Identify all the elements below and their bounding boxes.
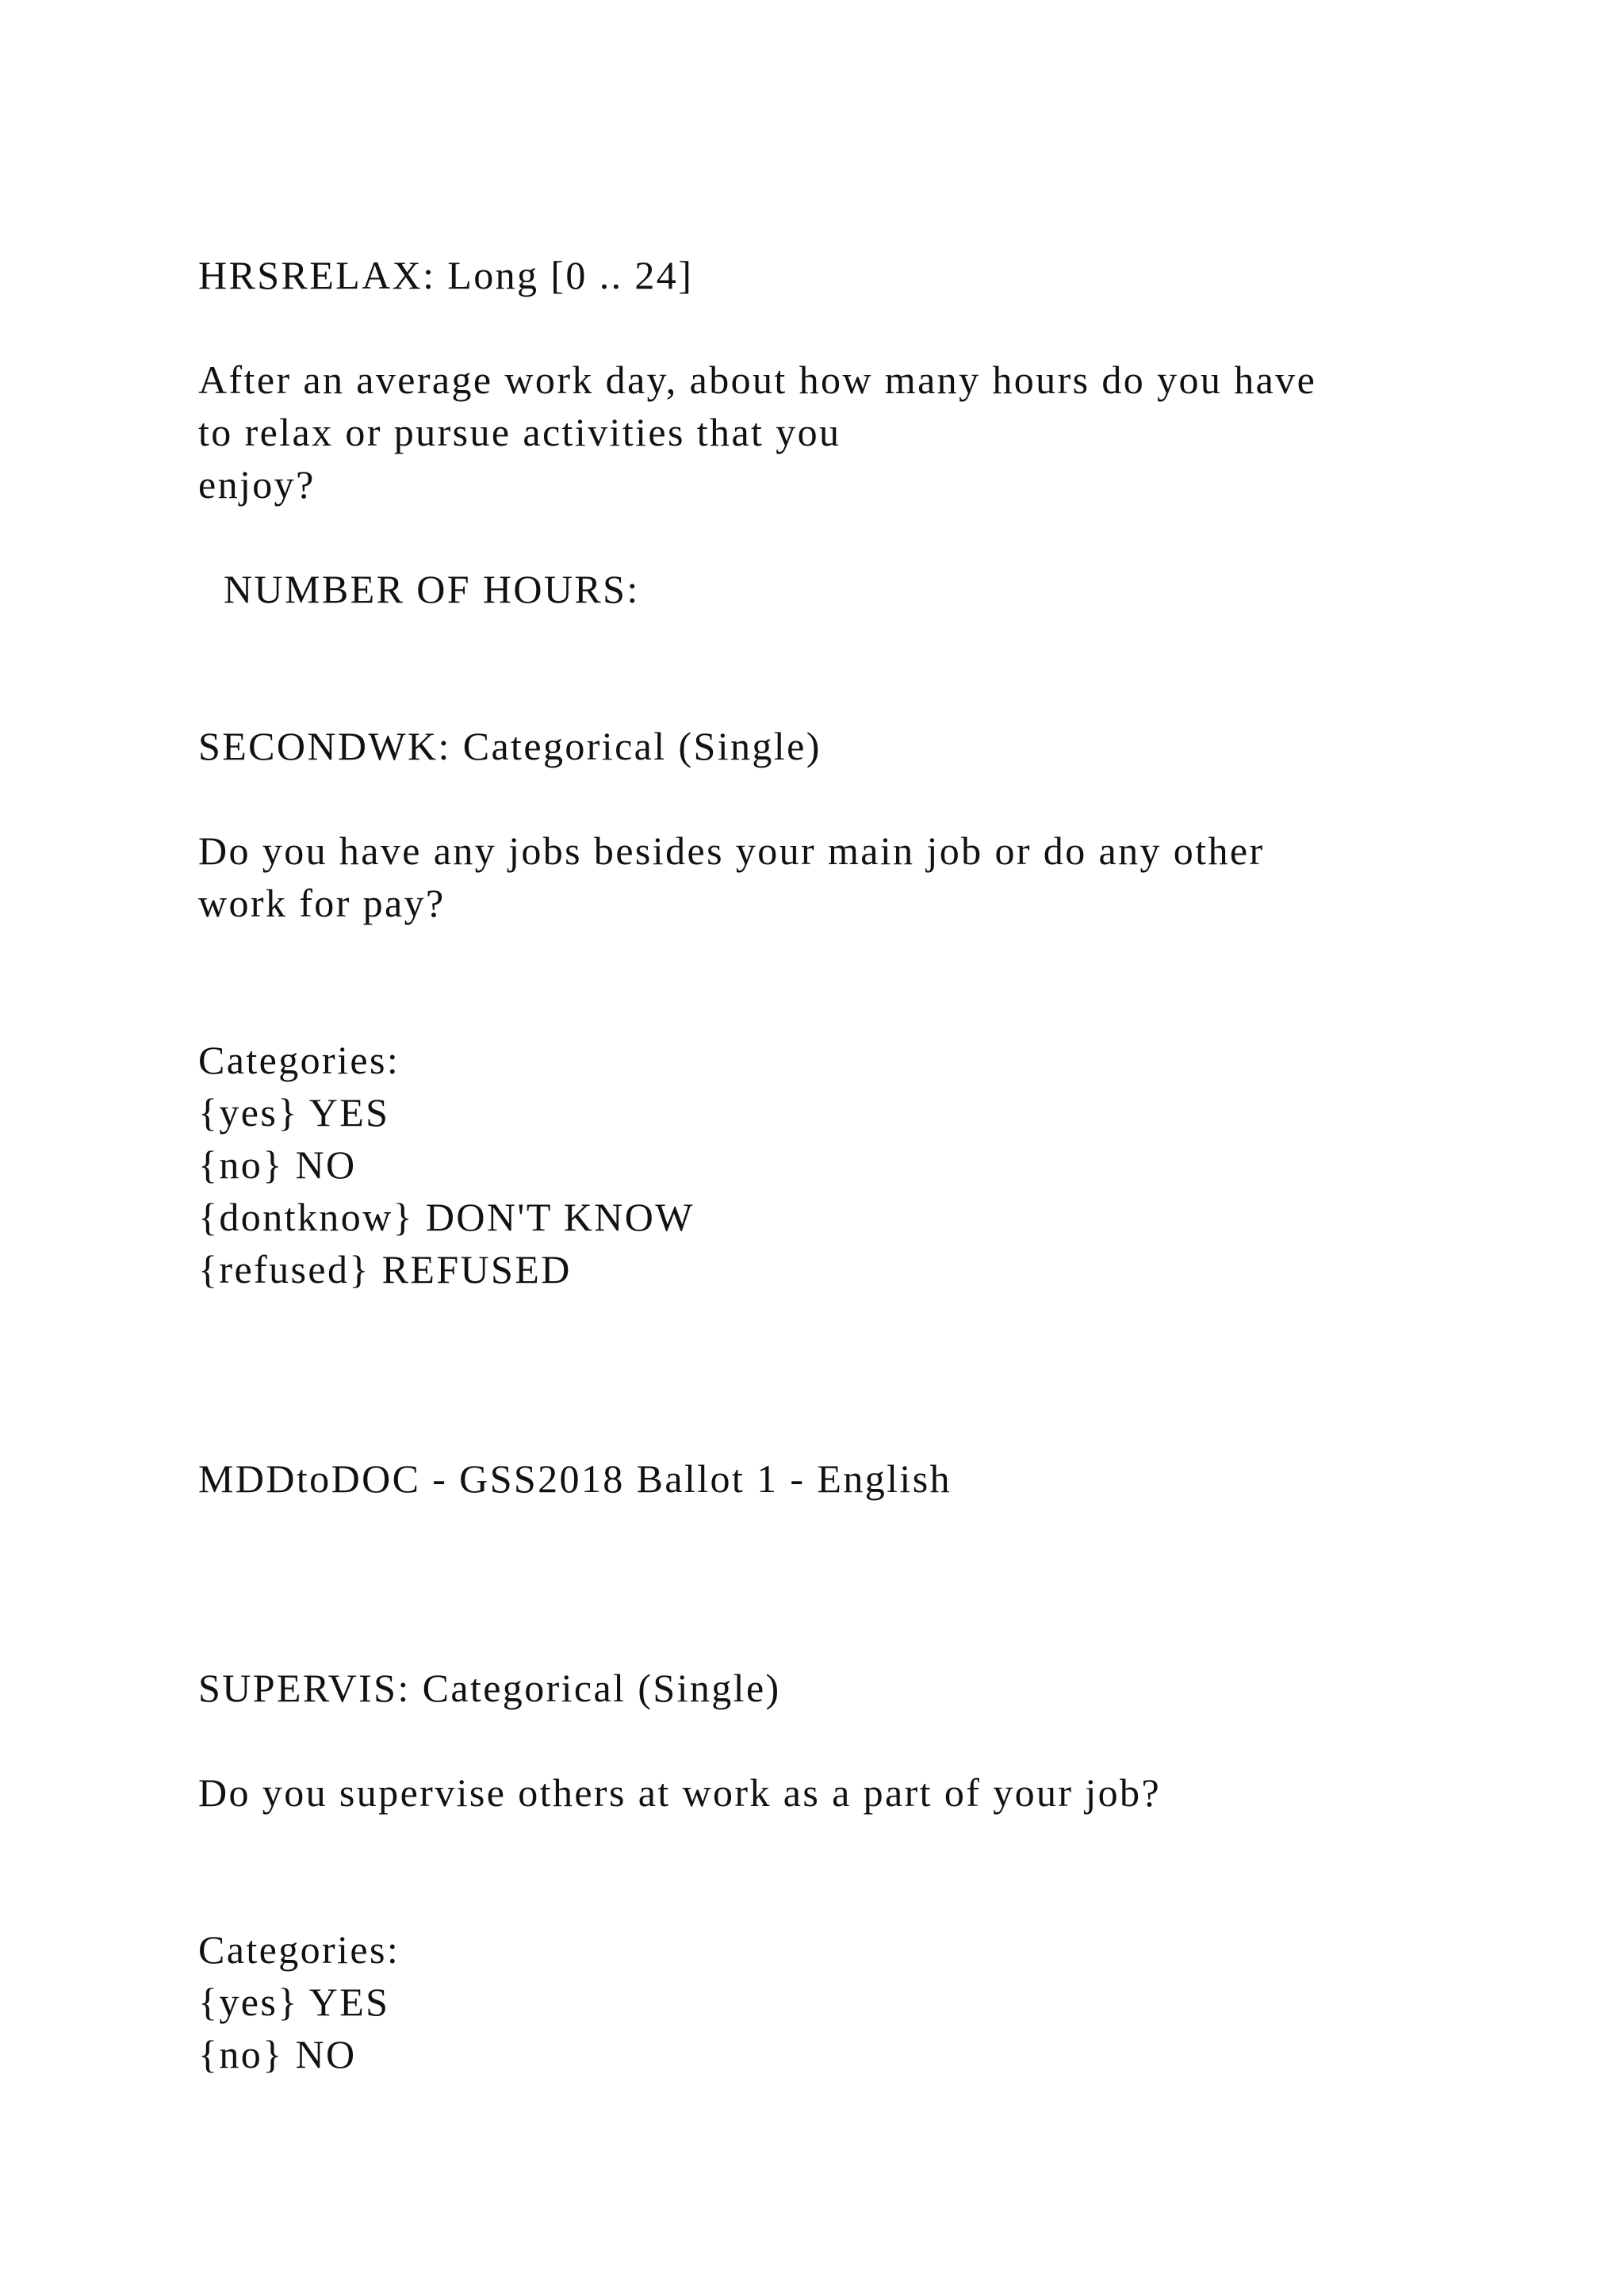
supervis-category-item: {yes} YES bbox=[198, 1980, 390, 2024]
secondwk-category-item: {refused} REFUSED bbox=[198, 1247, 572, 1292]
hrsrelax-header: HRSRELAX: Long [0 .. 24] bbox=[198, 253, 694, 297]
hrsrelax-question-line: enjoy? bbox=[198, 462, 316, 507]
secondwk-question-line: work for pay? bbox=[198, 881, 446, 925]
hrsrelax-question-line: After an average work day, about how many hours do you have bbox=[198, 358, 1317, 402]
supervis-question-line: Do you supervise others at work as a part of your job? bbox=[198, 1770, 1162, 1815]
secondwk-question-line: Do you have any jobs besides your main job or do any other bbox=[198, 828, 1265, 873]
hrsrelax-prompt: NUMBER OF HOURS: bbox=[224, 567, 640, 611]
hrsrelax-question-line: to relax or pursue activities that you bbox=[198, 410, 841, 454]
secondwk-categories-label: Categories: bbox=[198, 1038, 400, 1082]
supervis-category-item: {no} NO bbox=[198, 2032, 357, 2076]
supervis-header: SUPERVIS: Categorical (Single) bbox=[198, 1666, 781, 1710]
secondwk-header: SECONDWK: Categorical (Single) bbox=[198, 724, 822, 768]
secondwk-category-item: {yes} YES bbox=[198, 1090, 390, 1135]
page-footer: MDDtoDOC - GSS2018 Ballot 1 - English bbox=[198, 1456, 952, 1501]
supervis-categories-label: Categories: bbox=[198, 1927, 400, 1972]
secondwk-category-item: {no} NO bbox=[198, 1142, 357, 1187]
secondwk-category-item: {dontknow} DON'T KNOW bbox=[198, 1195, 695, 1239]
